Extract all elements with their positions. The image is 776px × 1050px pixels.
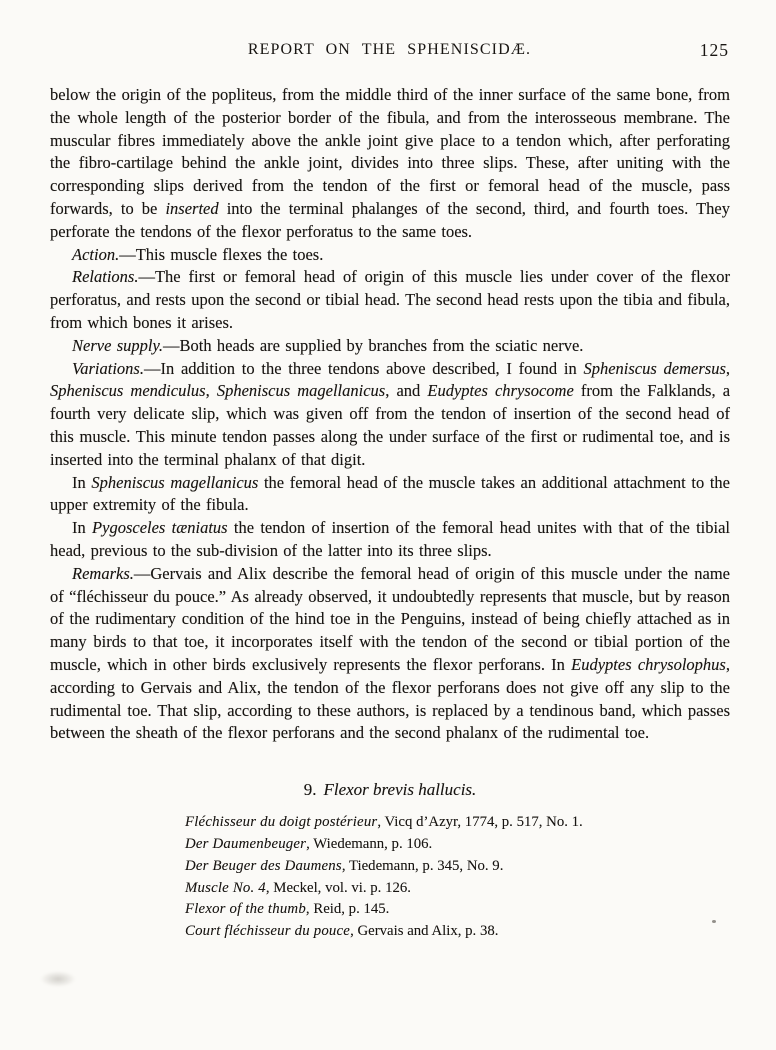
paragraph [50, 358, 730, 472]
italic-term: Spheniscus magellanicus [216, 381, 386, 401]
text-run: —Both heads are supplied by branches from the sciatic nerve. [163, 335, 584, 355]
text-run: , according to Gervais and Alix, the tendon of the flexor perforans does not give off any slip to the rudimental toe. That slip, according to these authors, is replaced by a tendinous band, which passes between the sheath of the flexor perforans and the second phalanx of the rudimental toe. [50, 654, 730, 743]
page-content [50, 84, 730, 943]
paragraph [50, 244, 730, 267]
section-heading [50, 779, 730, 801]
synonym-name: Muscle No. 4 [185, 879, 266, 896]
italic-term: Spheniscus magellanicus [91, 472, 259, 492]
text-run: In [72, 472, 92, 492]
text-run: from the Falklands, a fourth very delicate slip, which was given off from the tendon of insertion of the second head of this muscle. This minute tendon passes along the under surface of the first or rudimental toe, and is inserted into the terminal phalanx of that digit. [50, 381, 731, 469]
synonym-name: Fléchisseur du doigt postérieur [185, 814, 378, 831]
italic-term: Eudyptes chrysocome [427, 381, 574, 401]
paragraph [50, 266, 730, 334]
text-run: —In addition to the three tendons above described, I found in [143, 358, 584, 378]
section-title: Flexor brevis hallucis. [323, 780, 477, 800]
italic-term: Eudyptes chrysolophus [571, 654, 726, 674]
synonymy-entry [185, 812, 730, 834]
text-run: , [725, 358, 730, 378]
synonym-name: Der Beuger des Daumens [185, 857, 342, 874]
paragraph [50, 84, 730, 244]
synonym-citation: , Tiedemann, p. 345, No. 9. [341, 857, 504, 874]
text-run: the femoral head of the muscle takes an additional attachment to the upper extremity of the fibula. [50, 472, 731, 515]
synonym-citation: , Meckel, vol. vi. p. 126. [265, 879, 411, 896]
text-run: —This muscle flexes the toes. [119, 244, 324, 264]
synonym-name: Der Daumenbeuger [185, 835, 307, 852]
synonymy-entry [185, 834, 730, 856]
italic-term: Spheniscus mendiculus [50, 381, 206, 401]
italic-term: inserted [165, 198, 219, 218]
paragraph [50, 335, 730, 358]
text-run: —The first or femoral head of origin of this muscle lies under cover of the flexor perforatus, and rests upon the second or tibial head. The second head rests upon the tibia and fibula, from which bones it arises. [50, 267, 730, 332]
italic-term: Remarks. [72, 563, 134, 583]
text-run: , [205, 381, 217, 401]
italic-term: Relations. [72, 267, 139, 287]
running-title: REPORT ON THE SPHENISCIDÆ. [247, 41, 532, 58]
text-run: into the terminal phalanges of the second, third, and fourth toes. They perforate the tendons of the flexor perforatus to the same toes. [50, 198, 730, 241]
synonym-citation: , Gervais and Alix, p. 38. [350, 923, 499, 940]
italic-term: Spheniscus demersus [583, 358, 726, 378]
page-header [50, 41, 729, 63]
section-number: 9. [303, 780, 317, 800]
synonym-citation: , Reid, p. 145. [305, 901, 390, 918]
italic-term: Action. [72, 244, 120, 264]
synonymy-entry [185, 921, 730, 943]
synonymy-list [50, 812, 730, 943]
text-run: the tendon of insertion of the femoral head unites with that of the tibial head, previous to the sub-division of the latter into its three slips. [50, 518, 730, 560]
page-number: 125 [699, 40, 729, 60]
text-run: In [72, 518, 93, 538]
italic-term: Variations. [72, 358, 144, 378]
paragraph [50, 517, 730, 563]
italic-term: Pygosceles tæniatus [92, 518, 228, 538]
text-run: , and [385, 381, 428, 401]
synonym-citation: , Wiedemann, p. 106. [306, 835, 433, 852]
paragraph [50, 472, 730, 518]
synonymy-entry [185, 856, 730, 878]
italic-term: Nerve supply. [72, 335, 164, 355]
text-run: —Gervais and Alix describe the femoral head of origin of this muscle under the name of “fléchisseur du pouce.” As already observed, it undoubtedly represents that muscle, but by reason of the rudimentary condition of the hind toe in the Penguins, instead of being chiefly attached as in many birds to that toe, it incorporates itself with the tendon of the second or tibial portion of the muscle, which in other birds exclusively represents the flexor perforans. In [50, 563, 730, 674]
scan-smudge-artifact [40, 971, 76, 987]
synonymy-entry [185, 878, 730, 900]
scan-speck-artifact [712, 920, 716, 923]
synonym-name: Court fléchisseur du pouce [185, 923, 351, 940]
synonymy-entry [185, 899, 730, 921]
body-text [50, 84, 730, 745]
text-run: below the origin of the popliteus, from the middle third of the inner surface of the same bone, from the whole length of the posterior border of the fibula, and from the interosseous membrane. The muscular fibres immediately above the ankle joint give place to a tendon which, after perforating the fibro-cartilage behind the ankle joint, divides into three slips. These, after uniting with the corresponding slips derived from the tendon of the first or femoral head of the muscle, pass forwards, to be [50, 85, 730, 218]
synonym-name: Flexor of the thumb [185, 901, 306, 918]
synonym-citation: , Vicq d’Azyr, 1774, p. 517, No. 1. [377, 814, 583, 831]
paragraph [50, 563, 730, 745]
